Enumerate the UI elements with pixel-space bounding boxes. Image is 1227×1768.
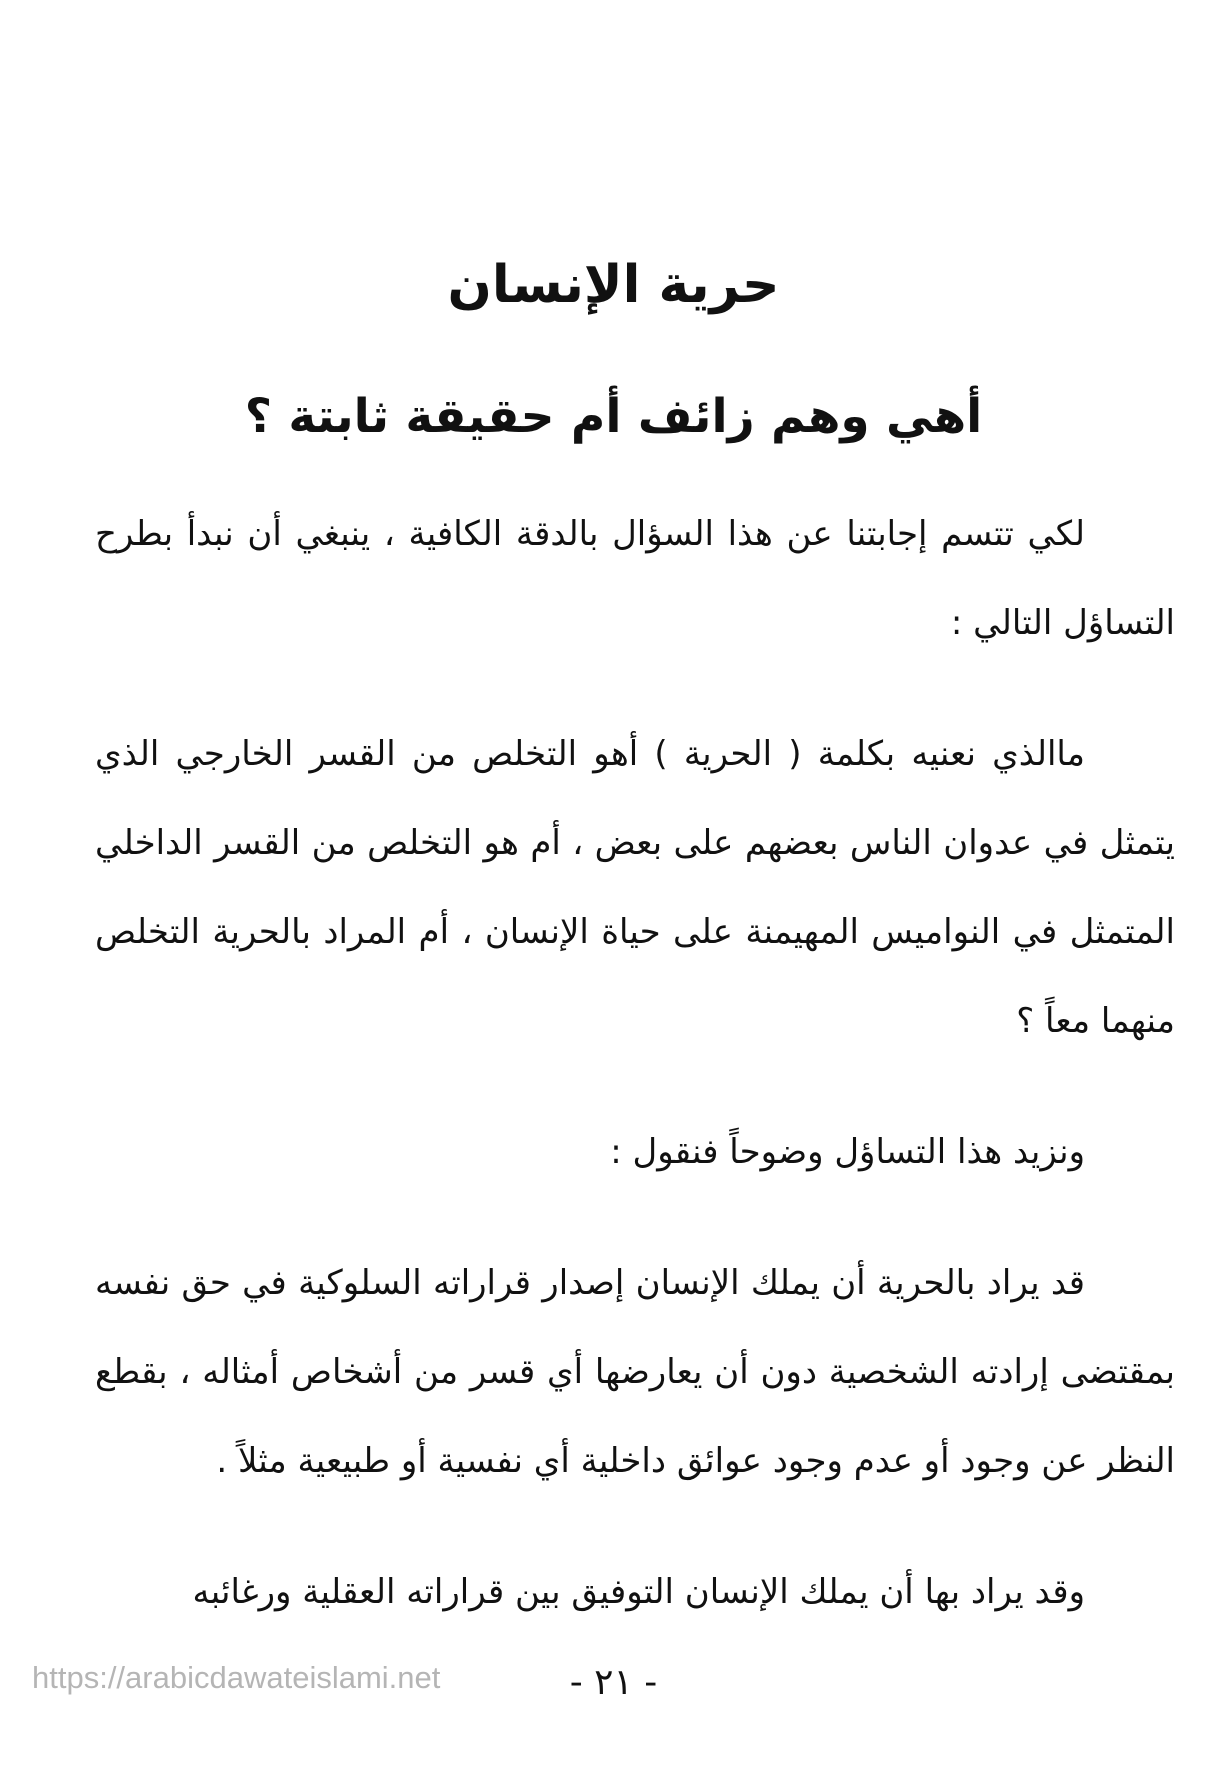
body-text [95, 490, 1175, 1637]
paragraph: ونزيد هذا التساؤل وضوحاً فنقول : [610, 1132, 1085, 1172]
paragraph: وقد يراد بها أن يملك الإنسان التوفيق بين قراراته العقلية ورغائبه [192, 1572, 1085, 1612]
paragraph: لكي تتسم إجابتنا عن هذا السؤال بالدقة الكافية ، ينبغي أن نبدأ بطرح التساؤل التالي : [95, 514, 1175, 643]
page-number: - ٢١ - [569, 1662, 658, 1703]
watermark-url: https://arabicdawateislami.net [32, 1660, 441, 1695]
paragraph: قد يراد بالحرية أن يملك الإنسان إصدار قراراته السلوكية في حق نفسه بمقتضى إرادته الشخصية دون أن يعارضها أي قسر من أشخاص أمثاله ، بقطع النظر عن وجود أو عدم وجود عوائق داخلية أي نفسية أو طبيعية مثلاً . [95, 1263, 1175, 1481]
paragraph: ماالذي نعنيه بكلمة ( الحرية ) أهو التخلص من القسر الخارجي الذي يتمثل في عدوان الناس بعضهم على بعض ، أم هو التخلص من القسر الداخلي المتمثل في النواميس المهيمنة على حياة الإنسان ، أم المراد بالحرية التخلص منهما معاً ؟ [95, 734, 1175, 1041]
page-title: حرية الإنسان [447, 255, 780, 315]
page-subtitle: أهي وهم زائف أم حقيقة ثابتة ؟ [244, 389, 983, 444]
